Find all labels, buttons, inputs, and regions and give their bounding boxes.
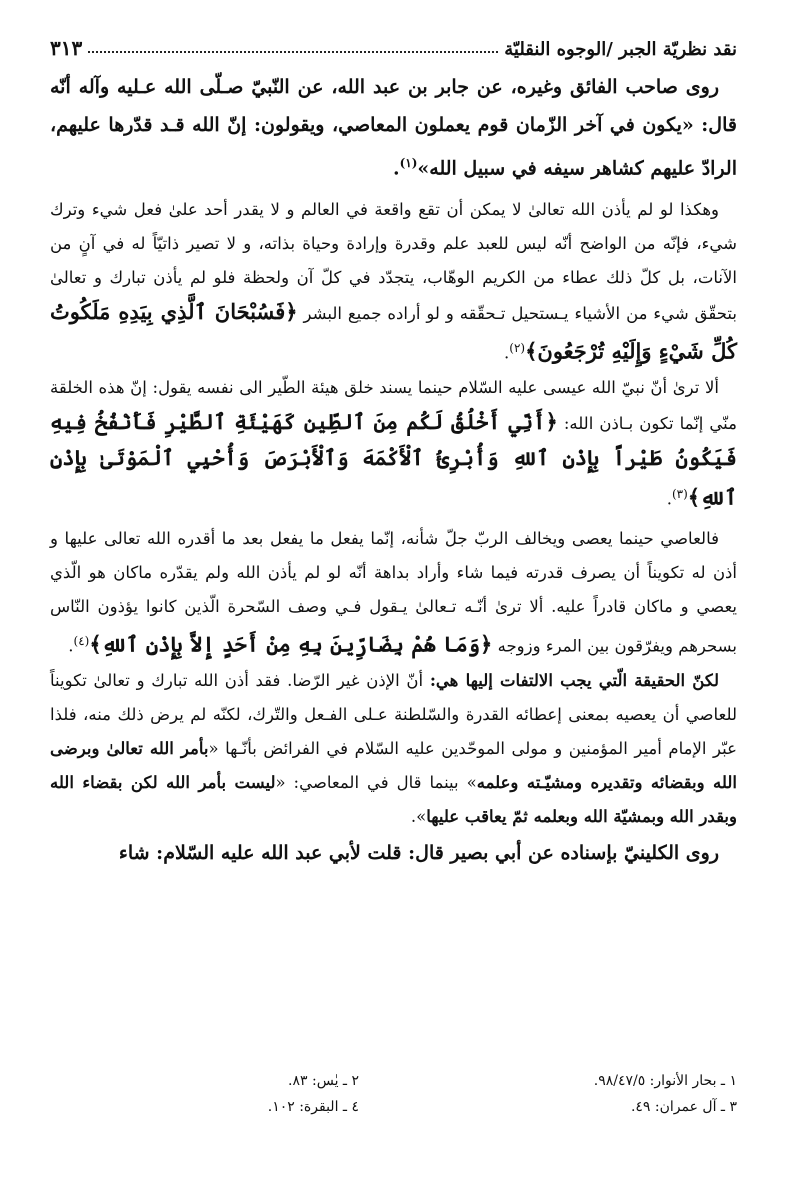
paragraph-5-text-1: أنّ الإذن غير الرّضا. فقد أذن الله تبارك و تعالىٰ تكويناً للعاصي أن يعصيه بمعنى إعطائه القدرة والسّلطنة عـلى الفـعل والتّرك، لكنّه لم يرض ذلك منه، فلذا عبّر الإمام أمير المؤمنين و مولى الموحّدين عليه السّلام في الفرائض بأنّـها «	[50, 670, 737, 758]
paragraph-hadith-1: روى صاحب الفائق وغيره، عن جابر بن عبد الله، عن النّبيّ صـلّى الله عـليه وآله أنّه قال: «يكون في آخر الزّمان قوم يعملون المعاصي، ويقولون: إنّ الله قـد قدّرها عليهم، الرادّ عليهم كشاهر سيفه في سبيل الله»$^{(١)}$.	[50, 76, 737, 180]
paragraph-5-quote-2: ليست بأمر الله لكن بقضاء الله وبقدر الله وبمشيّة الله وبعلمه ثمّ يعاقب عليها	[50, 772, 737, 826]
footnote-ref-2: (٢)	[509, 341, 526, 356]
paragraph-5-quote-1: بأمر الله تعالىٰ وبرضى الله وبقضائه وتقديره ومشيّـته وعلمه	[50, 738, 737, 792]
running-title: نقد نظريّة الجبر /الوجوه النقليّة	[504, 39, 737, 60]
paragraph-2-text: وهكذا لو لم يأذن الله تعالىٰ لا يمكن أن تقع واقعة في العالم و لا يقدر أحد علىٰ فعل شيء وترك شيء، فإنّه من الواضح أنّه ليس للعبد علم وقدرة وإرادة وحياة بذاته، و لا تصير ذاتيّاً له في آنٍ من الآنات، بل كلّ ذلك عطاء من الكريم الوهّاب، يتجدّد في كلّ آن ولحظة فلو لم يأذن تبارك و تعالىٰ بتحقّق شيء من الأشياء يـستحيل تـحقّقه و لو أراده جميع البشر	[50, 200, 738, 324]
paragraph-5-text-3: ».	[410, 806, 427, 826]
paragraph-5-text-2: » بينما قال في المعاصي: «	[275, 772, 477, 792]
page-header	[50, 28, 737, 60]
hadith-text: روى صاحب الفائق وغيره، عن جابر بن عبد الله، عن النّبيّ صـلّى الله عـليه وآله أنّه قال: «يكون في آخر الزّمان قوم يعملون المعاصي، ويقولون: إنّ الله قـد قدّرها عليهم، الرادّ عليهم كشاهر سيفه في سبيل الله»	[50, 76, 737, 180]
quran-verse-1: ﴿فَسُبْحَانَ ٱلَّذِي بِيَدِهِ مَلَكُوتُ كُلِّ شَيْءٍ وَإِلَيْهِ تُرْجَعُونَ﴾	[50, 299, 737, 364]
paragraph-3-text: ألا ترىٰ أنّ نبيّ الله عيسى عليه السّلام حينما يسند خلق هيئة الطّير الى نفسه يقول: إنّ هذه الخلقة منّي إنّما تكون بـاذن الله:	[50, 377, 737, 433]
footnote-3: ٣ ـ آل عمران: ٤٩.	[630, 1099, 737, 1115]
footnotes-right	[420, 1068, 737, 1120]
footnote-ref-4: (٤)	[73, 634, 90, 649]
header-dot-leader	[88, 51, 498, 53]
footnote-ref-3: (٣)	[671, 486, 688, 501]
quran-verse-2: ﴿أَنِّي أَخْلُقُ لَكُم مِنَ ٱلطِّينِ كَهَيْئَةِ ٱلطَّيْرِ فَأَنْفُخُ فِيهِ فَيَكُونُ طَيْراً بِإِذْنِ ٱللهِ وَأُبْرِئُ ٱلْأَكْمَهَ وَٱلْأَبْرَصَ وَأُحْيِي ٱلْمَوْتَىٰ بِإِذْنِ ٱللهِ﴾	[50, 408, 737, 510]
paragraph-4: فالعاصي حينما يعصى ويخالف الربّ جلّ شأنه، إنّما يفعل ما يفعل بعد ما أقدره الله تعالى عليها و أذن له تكويناً أن يصرف قدرته فيما شاء وأراد بداهة أنّه لو لم يأذن الله ولم يقدّره ماكان هو الّذي يعصي و ماكان قادراً عليه. ألا ترىٰ أنّـه تـعالىٰ يـقول فـي وصف السّحرة الّذين كانوا يؤذون النّاس بسحرهم ويفرّقون بين المرء وزوجه ﴿وَمَا هُمْ بِضَارِّينَ بِهِ مِنْ أَحَدٍ إِلاَّ بِإِذْنِ ٱللهِ﴾$^{(٤)}$.	[50, 529, 737, 657]
paragraph-5-lead: لكنّ الحقيقة الّتي يجب الالتفات إليها هي:	[429, 670, 719, 690]
page-body	[50, 68, 737, 872]
footnotes-left	[50, 1068, 359, 1120]
footnote-1: ١ ـ بحار الأنوار: ٩٨/٤٧/٥.	[593, 1073, 737, 1089]
paragraph-3: ألا ترىٰ أنّ نبيّ الله عيسى عليه السّلام حينما يسند خلق هيئة الطّير الى نفسه يقول: إنّ هذه الخلقة منّي إنّما تكون بـاذن الله: ﴿أَنِّي أَخْلُقُ لَكُم مِنَ ٱلطِّينِ كَهَيْئَةِ ٱلطَّيْرِ فَأَنْفُخُ فِيهِ فَيَكُونُ طَيْراً بِإِذْنِ ٱللهِ وَأُبْرِئُ ٱلْأَكْمَهَ وَٱلْأَبْرَصَ وَأُحْيِي ٱلْمَوْتَىٰ بِإِذْنِ ٱللهِ﴾$^{(٣)}$.	[50, 377, 737, 510]
footnote-ref-1: (١)	[399, 156, 418, 170]
footnote-2: ٢ ـ يٰس: ٨٣.	[288, 1073, 359, 1089]
footnote-4: ٤ ـ البقرة: ١٠٢.	[267, 1099, 359, 1115]
page-number: ٣١٣	[50, 36, 83, 60]
paragraph-4-text: فالعاصي حينما يعصى ويخالف الربّ جلّ شأنه، إنّما يفعل ما يفعل بعد ما أقدره الله تعالى عليها و أذن له تكويناً أن يصرف قدرته فيما شاء وأراد بداهة أنّه لو لم يأذن الله ولم يقدّره ماكان هو الّذي يعصي و ماكان قادراً عليه. ألا ترىٰ أنّـه تـعالىٰ يـقول فـي وصف السّحرة الّذين كانوا يؤذون النّاس بسحرهم ويفرّقون بين المرء وزوجه	[50, 529, 737, 656]
paragraph-2: وهكذا لو لم يأذن الله تعالىٰ لا يمكن أن تقع واقعة في العالم و لا يقدر أحد علىٰ فعل شيء وترك شيء، فإنّه من الواضح أنّه ليس للعبد علم وقدرة وإرادة وحياة بذاته، و لا تصير ذاتيّاً له في آنٍ من الآنات، بل كلّ ذلك عطاء من الكريم الوهّاب، يتجدّد في كلّ آن ولحظة فلو لم يأذن تبارك و تعالىٰ بتحقّق شيء من الأشياء يـستحيل تـحقّقه و لو أراده جميع البشر ﴿فَسُبْحَانَ ٱلَّذِي بِيَدِهِ مَلَكُوتُ كُلِّ شَيْءٍ وَإِلَيْهِ تُرْجَعُونَ﴾$^{(٢)}$.	[50, 200, 738, 364]
paragraph-5	[50, 664, 737, 834]
quran-verse-3: ﴿وَمَا هُمْ بِضَارِّينَ بِهِ مِنْ أَحَدٍ إِلاَّ بِإِذْنِ ٱللهِ﴾	[89, 631, 493, 657]
paragraph-6: روى الكلينيّ بإسناده عن أبي بصير قال: قلت لأبي عبد الله عليه السّلام: شاء	[118, 841, 719, 864]
